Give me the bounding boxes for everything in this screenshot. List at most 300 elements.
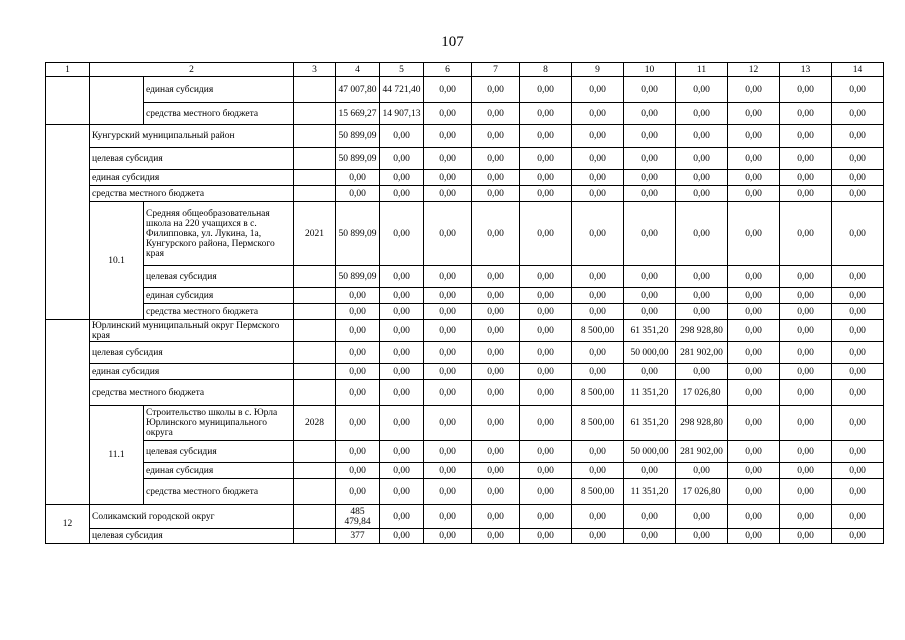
- value-cell: 0,00: [520, 304, 572, 320]
- value-cell: 0,00: [728, 266, 780, 288]
- value-cell: 0,00: [624, 125, 676, 148]
- value-cell: 0,00: [424, 186, 472, 202]
- value-cell: 0,00: [520, 505, 572, 529]
- year-cell: [294, 479, 336, 505]
- table-row: [46, 103, 884, 125]
- table-row: [46, 304, 884, 320]
- table-row: [46, 186, 884, 202]
- value-cell: 0,00: [380, 441, 424, 463]
- value-cell: 0,00: [424, 441, 472, 463]
- value-cell: 0,00: [832, 148, 884, 170]
- row-name-cell: целевая субсидия: [90, 529, 294, 544]
- row-name-cell: единая субсидия: [144, 463, 294, 479]
- value-cell: 17 026,80: [676, 380, 728, 406]
- value-cell: 0,00: [472, 148, 520, 170]
- year-cell: [294, 529, 336, 544]
- value-cell: 0,00: [624, 103, 676, 125]
- header-cell: 3: [294, 63, 336, 77]
- value-cell: 0,00: [520, 479, 572, 505]
- value-cell: 0,00: [472, 463, 520, 479]
- value-cell: 0,00: [472, 505, 520, 529]
- row-name-cell: средства местного бюджета: [90, 186, 294, 202]
- value-cell: 0,00: [520, 364, 572, 380]
- value-cell: 281 902,00: [676, 342, 728, 364]
- value-cell: 0,00: [780, 202, 832, 266]
- value-cell: 50 000,00: [624, 342, 676, 364]
- value-cell: 0,00: [380, 148, 424, 170]
- year-cell: [294, 320, 336, 342]
- table-row: [46, 463, 884, 479]
- value-cell: 0,00: [424, 364, 472, 380]
- value-cell: 0,00: [380, 529, 424, 544]
- table-row: [46, 320, 884, 342]
- value-cell: 0,00: [676, 505, 728, 529]
- value-cell: 17 026,80: [676, 479, 728, 505]
- value-cell: 0,00: [472, 170, 520, 186]
- value-cell: 0,00: [572, 202, 624, 266]
- value-cell: 0,00: [472, 529, 520, 544]
- value-cell: 0,00: [380, 320, 424, 342]
- value-cell: 0,00: [728, 186, 780, 202]
- value-cell: 0,00: [780, 186, 832, 202]
- year-cell: [294, 441, 336, 463]
- value-cell: 0,00: [780, 103, 832, 125]
- value-cell: 0,00: [832, 304, 884, 320]
- value-cell: 0,00: [728, 77, 780, 103]
- year-cell: 2028: [294, 406, 336, 441]
- value-cell: 0,00: [380, 266, 424, 288]
- year-cell: [294, 148, 336, 170]
- value-cell: 0,00: [572, 364, 624, 380]
- value-cell: 0,00: [472, 288, 520, 304]
- value-cell: 0,00: [472, 186, 520, 202]
- value-cell: 0,00: [728, 342, 780, 364]
- table-row: [46, 202, 884, 266]
- value-cell: 0,00: [380, 380, 424, 406]
- value-cell: 61 351,20: [624, 320, 676, 342]
- year-cell: [294, 463, 336, 479]
- value-cell: 0,00: [572, 266, 624, 288]
- value-cell: 0,00: [780, 380, 832, 406]
- value-cell: 0,00: [380, 304, 424, 320]
- value-cell: 0,00: [624, 463, 676, 479]
- value-cell: 0,00: [780, 320, 832, 342]
- value-cell: 0,00: [832, 125, 884, 148]
- header-cell: 9: [572, 63, 624, 77]
- value-cell: 15 669,27: [336, 103, 380, 125]
- value-cell: 0,00: [780, 170, 832, 186]
- value-cell: 0,00: [472, 304, 520, 320]
- value-cell: 0,00: [676, 202, 728, 266]
- value-cell: 0,00: [472, 103, 520, 125]
- value-cell: 0,00: [728, 288, 780, 304]
- value-cell: 485 479,84: [336, 505, 380, 529]
- value-cell: 47 007,80: [336, 77, 380, 103]
- year-cell: [294, 304, 336, 320]
- value-cell: 50 000,00: [624, 441, 676, 463]
- year-cell: [294, 288, 336, 304]
- value-cell: 0,00: [380, 406, 424, 441]
- value-cell: 281 902,00: [676, 441, 728, 463]
- value-cell: 0,00: [624, 505, 676, 529]
- year-cell: [294, 170, 336, 186]
- value-cell: 0,00: [472, 380, 520, 406]
- value-cell: 0,00: [728, 304, 780, 320]
- value-cell: 0,00: [728, 463, 780, 479]
- table-row: [46, 77, 884, 103]
- value-cell: 0,00: [676, 77, 728, 103]
- value-cell: 0,00: [832, 320, 884, 342]
- value-cell: 11 351,20: [624, 479, 676, 505]
- value-cell: 0,00: [380, 479, 424, 505]
- value-cell: 0,00: [572, 463, 624, 479]
- value-cell: 0,00: [728, 170, 780, 186]
- value-cell: 0,00: [780, 288, 832, 304]
- value-cell: 0,00: [728, 529, 780, 544]
- row-name-cell: единая субсидия: [144, 77, 294, 103]
- value-cell: 0,00: [424, 463, 472, 479]
- value-cell: 0,00: [520, 202, 572, 266]
- value-cell: 0,00: [780, 342, 832, 364]
- value-cell: 0,00: [424, 202, 472, 266]
- value-cell: 0,00: [624, 529, 676, 544]
- value-cell: 0,00: [572, 170, 624, 186]
- value-cell: 0,00: [336, 288, 380, 304]
- value-cell: 44 721,40: [380, 77, 424, 103]
- value-cell: 0,00: [520, 342, 572, 364]
- value-cell: 0,00: [572, 186, 624, 202]
- table-row: [46, 364, 884, 380]
- value-cell: 0,00: [676, 266, 728, 288]
- row-name-cell: Средняя общеобразовательная школа на 220 учащихся в с. Филипповка, ул. Лукина, 1а, Кунгурского района, Пермского края: [144, 202, 294, 266]
- value-cell: 0,00: [424, 125, 472, 148]
- value-cell: 0,00: [336, 342, 380, 364]
- value-cell: 0,00: [520, 103, 572, 125]
- value-cell: 0,00: [424, 170, 472, 186]
- value-cell: 0,00: [380, 342, 424, 364]
- value-cell: 0,00: [780, 463, 832, 479]
- header-row: [46, 63, 884, 77]
- value-cell: 11 351,20: [624, 380, 676, 406]
- value-cell: 8 500,00: [572, 380, 624, 406]
- year-cell: [294, 505, 336, 529]
- value-cell: 0,00: [520, 125, 572, 148]
- value-cell: 0,00: [780, 441, 832, 463]
- row-number-cell: 12: [46, 505, 90, 544]
- table-row: [46, 288, 884, 304]
- value-cell: 0,00: [520, 406, 572, 441]
- value-cell: 0,00: [832, 505, 884, 529]
- value-cell: 0,00: [380, 125, 424, 148]
- value-cell: 0,00: [624, 304, 676, 320]
- value-cell: 0,00: [380, 288, 424, 304]
- value-cell: 0,00: [520, 380, 572, 406]
- value-cell: 0,00: [424, 266, 472, 288]
- value-cell: 0,00: [624, 288, 676, 304]
- value-cell: 0,00: [676, 186, 728, 202]
- year-cell: [294, 342, 336, 364]
- value-cell: 0,00: [336, 463, 380, 479]
- value-cell: 0,00: [472, 202, 520, 266]
- value-cell: 0,00: [336, 441, 380, 463]
- value-cell: 0,00: [780, 364, 832, 380]
- header-cell: 8: [520, 63, 572, 77]
- value-cell: 0,00: [728, 125, 780, 148]
- value-cell: 0,00: [832, 364, 884, 380]
- value-cell: 0,00: [676, 463, 728, 479]
- year-cell: [294, 266, 336, 288]
- value-cell: 0,00: [832, 529, 884, 544]
- value-cell: 0,00: [676, 304, 728, 320]
- value-cell: 0,00: [832, 441, 884, 463]
- header-cell: 6: [424, 63, 472, 77]
- row-name-cell: средства местного бюджета: [144, 479, 294, 505]
- value-cell: 0,00: [380, 186, 424, 202]
- page-number: 107: [441, 34, 464, 50]
- row-number-cell: [46, 77, 90, 125]
- value-cell: 0,00: [832, 170, 884, 186]
- table-row: [46, 441, 884, 463]
- value-cell: 14 907,13: [380, 103, 424, 125]
- table-row: [46, 125, 884, 148]
- value-cell: 0,00: [424, 342, 472, 364]
- value-cell: 0,00: [676, 529, 728, 544]
- header-cell: 14: [832, 63, 884, 77]
- value-cell: 0,00: [624, 170, 676, 186]
- value-cell: 50 899,09: [336, 202, 380, 266]
- value-cell: 0,00: [520, 77, 572, 103]
- value-cell: 0,00: [624, 364, 676, 380]
- value-cell: 0,00: [520, 266, 572, 288]
- value-cell: 0,00: [624, 186, 676, 202]
- value-cell: 0,00: [572, 148, 624, 170]
- row-name-cell: Соликамский городской округ: [90, 505, 294, 529]
- value-cell: 0,00: [832, 77, 884, 103]
- value-cell: 0,00: [728, 103, 780, 125]
- value-cell: 0,00: [832, 288, 884, 304]
- subrow-number-cell: 11.1: [90, 406, 144, 505]
- value-cell: 50 899,09: [336, 125, 380, 148]
- value-cell: 0,00: [336, 364, 380, 380]
- value-cell: 0,00: [832, 380, 884, 406]
- value-cell: 0,00: [572, 288, 624, 304]
- value-cell: 0,00: [832, 463, 884, 479]
- value-cell: 0,00: [780, 77, 832, 103]
- value-cell: 0,00: [780, 125, 832, 148]
- row-number-cell: [46, 320, 90, 505]
- value-cell: 0,00: [780, 304, 832, 320]
- header-cell: 10: [624, 63, 676, 77]
- value-cell: 377: [336, 529, 380, 544]
- value-cell: 0,00: [728, 406, 780, 441]
- header-cell: 12: [728, 63, 780, 77]
- table-row: [46, 479, 884, 505]
- row-name-cell: единая субсидия: [90, 170, 294, 186]
- value-cell: 0,00: [832, 202, 884, 266]
- year-cell: [294, 125, 336, 148]
- value-cell: 0,00: [472, 320, 520, 342]
- value-cell: 0,00: [520, 288, 572, 304]
- value-cell: 0,00: [380, 202, 424, 266]
- value-cell: 0,00: [676, 148, 728, 170]
- header-cell: 5: [380, 63, 424, 77]
- value-cell: 0,00: [676, 364, 728, 380]
- value-cell: 0,00: [336, 304, 380, 320]
- row-name-cell: единая субсидия: [90, 364, 294, 380]
- value-cell: 0,00: [520, 170, 572, 186]
- value-cell: 0,00: [336, 320, 380, 342]
- value-cell: 0,00: [676, 125, 728, 148]
- budget-table: [45, 62, 884, 544]
- row-name-cell: средства местного бюджета: [144, 103, 294, 125]
- value-cell: 0,00: [572, 77, 624, 103]
- value-cell: 0,00: [780, 266, 832, 288]
- value-cell: 0,00: [336, 380, 380, 406]
- row-name-cell: целевая субсидия: [90, 342, 294, 364]
- value-cell: 298 928,80: [676, 406, 728, 441]
- value-cell: 0,00: [472, 125, 520, 148]
- header-cell: 1: [46, 63, 90, 77]
- value-cell: 0,00: [520, 148, 572, 170]
- value-cell: 0,00: [380, 463, 424, 479]
- value-cell: 0,00: [380, 170, 424, 186]
- value-cell: 61 351,20: [624, 406, 676, 441]
- value-cell: 0,00: [728, 202, 780, 266]
- table-row: [46, 406, 884, 441]
- year-cell: 2021: [294, 202, 336, 266]
- value-cell: 0,00: [572, 125, 624, 148]
- table-row: [46, 380, 884, 406]
- value-cell: 0,00: [472, 406, 520, 441]
- header-cell: 4: [336, 63, 380, 77]
- value-cell: 0,00: [424, 380, 472, 406]
- value-cell: 0,00: [520, 320, 572, 342]
- value-cell: 50 899,09: [336, 148, 380, 170]
- row-name-cell: целевая субсидия: [90, 148, 294, 170]
- year-cell: [294, 364, 336, 380]
- value-cell: 0,00: [624, 266, 676, 288]
- value-cell: 0,00: [728, 505, 780, 529]
- value-cell: 0,00: [336, 406, 380, 441]
- header-cell: 11: [676, 63, 728, 77]
- value-cell: 0,00: [424, 406, 472, 441]
- value-cell: 0,00: [832, 406, 884, 441]
- table-row: [46, 148, 884, 170]
- value-cell: 0,00: [780, 148, 832, 170]
- value-cell: 0,00: [424, 529, 472, 544]
- value-cell: 0,00: [780, 505, 832, 529]
- value-cell: 0,00: [624, 202, 676, 266]
- header-cell: 7: [472, 63, 520, 77]
- value-cell: 0,00: [832, 479, 884, 505]
- value-cell: 0,00: [520, 529, 572, 544]
- row-number-cell: [46, 125, 90, 320]
- value-cell: 0,00: [424, 304, 472, 320]
- value-cell: 0,00: [336, 186, 380, 202]
- value-cell: 0,00: [520, 186, 572, 202]
- row-name-cell: средства местного бюджета: [90, 380, 294, 406]
- year-cell: [294, 103, 336, 125]
- value-cell: 0,00: [624, 77, 676, 103]
- value-cell: 0,00: [780, 479, 832, 505]
- row-name-cell: Юрлинский муниципальный округ Пермского края: [90, 320, 294, 342]
- value-cell: 0,00: [424, 320, 472, 342]
- value-cell: 0,00: [572, 505, 624, 529]
- row-name-cell: целевая субсидия: [144, 441, 294, 463]
- value-cell: 0,00: [572, 103, 624, 125]
- value-cell: 0,00: [472, 441, 520, 463]
- value-cell: 0,00: [572, 304, 624, 320]
- value-cell: 0,00: [780, 406, 832, 441]
- value-cell: 0,00: [728, 441, 780, 463]
- value-cell: 0,00: [676, 170, 728, 186]
- value-cell: 0,00: [676, 103, 728, 125]
- value-cell: 0,00: [424, 505, 472, 529]
- value-cell: 8 500,00: [572, 479, 624, 505]
- value-cell: 0,00: [424, 288, 472, 304]
- value-cell: 0,00: [572, 342, 624, 364]
- row-name-cell: Строительство школы в с. Юрла Юрлинского муниципального округа: [144, 406, 294, 441]
- year-cell: [294, 186, 336, 202]
- value-cell: 0,00: [472, 266, 520, 288]
- value-cell: 298 928,80: [676, 320, 728, 342]
- value-cell: 8 500,00: [572, 406, 624, 441]
- value-cell: 0,00: [424, 77, 472, 103]
- table-row: [46, 342, 884, 364]
- value-cell: 0,00: [572, 441, 624, 463]
- value-cell: 0,00: [728, 380, 780, 406]
- value-cell: 0,00: [832, 103, 884, 125]
- table-row: [46, 505, 884, 529]
- value-cell: 0,00: [472, 342, 520, 364]
- value-cell: 0,00: [472, 479, 520, 505]
- value-cell: 0,00: [832, 266, 884, 288]
- value-cell: 0,00: [624, 148, 676, 170]
- value-cell: 0,00: [380, 364, 424, 380]
- value-cell: 50 899,09: [336, 266, 380, 288]
- value-cell: 0,00: [336, 479, 380, 505]
- value-cell: 0,00: [520, 441, 572, 463]
- value-cell: 0,00: [832, 186, 884, 202]
- header-cell: 13: [780, 63, 832, 77]
- table-row: [46, 170, 884, 186]
- value-cell: 0,00: [728, 479, 780, 505]
- table-row: [46, 529, 884, 544]
- value-cell: 0,00: [832, 342, 884, 364]
- value-cell: 0,00: [336, 170, 380, 186]
- header-cell: 2: [90, 63, 294, 77]
- year-cell: [294, 77, 336, 103]
- value-cell: 0,00: [728, 320, 780, 342]
- value-cell: 0,00: [520, 463, 572, 479]
- year-cell: [294, 380, 336, 406]
- value-cell: 0,00: [728, 364, 780, 380]
- value-cell: 0,00: [676, 288, 728, 304]
- value-cell: 0,00: [780, 529, 832, 544]
- row-name-cell: средства местного бюджета: [144, 304, 294, 320]
- value-cell: 0,00: [728, 148, 780, 170]
- value-cell: 0,00: [424, 148, 472, 170]
- value-cell: 0,00: [424, 103, 472, 125]
- table-row: [46, 266, 884, 288]
- value-cell: 0,00: [472, 77, 520, 103]
- subrow-number-cell: 10.1: [90, 202, 144, 320]
- value-cell: 8 500,00: [572, 320, 624, 342]
- row-name-cell: единая субсидия: [144, 288, 294, 304]
- subrow-number-cell: [90, 77, 144, 125]
- row-name-cell: целевая субсидия: [144, 266, 294, 288]
- row-name-cell: Кунгурский муниципальный район: [90, 125, 294, 148]
